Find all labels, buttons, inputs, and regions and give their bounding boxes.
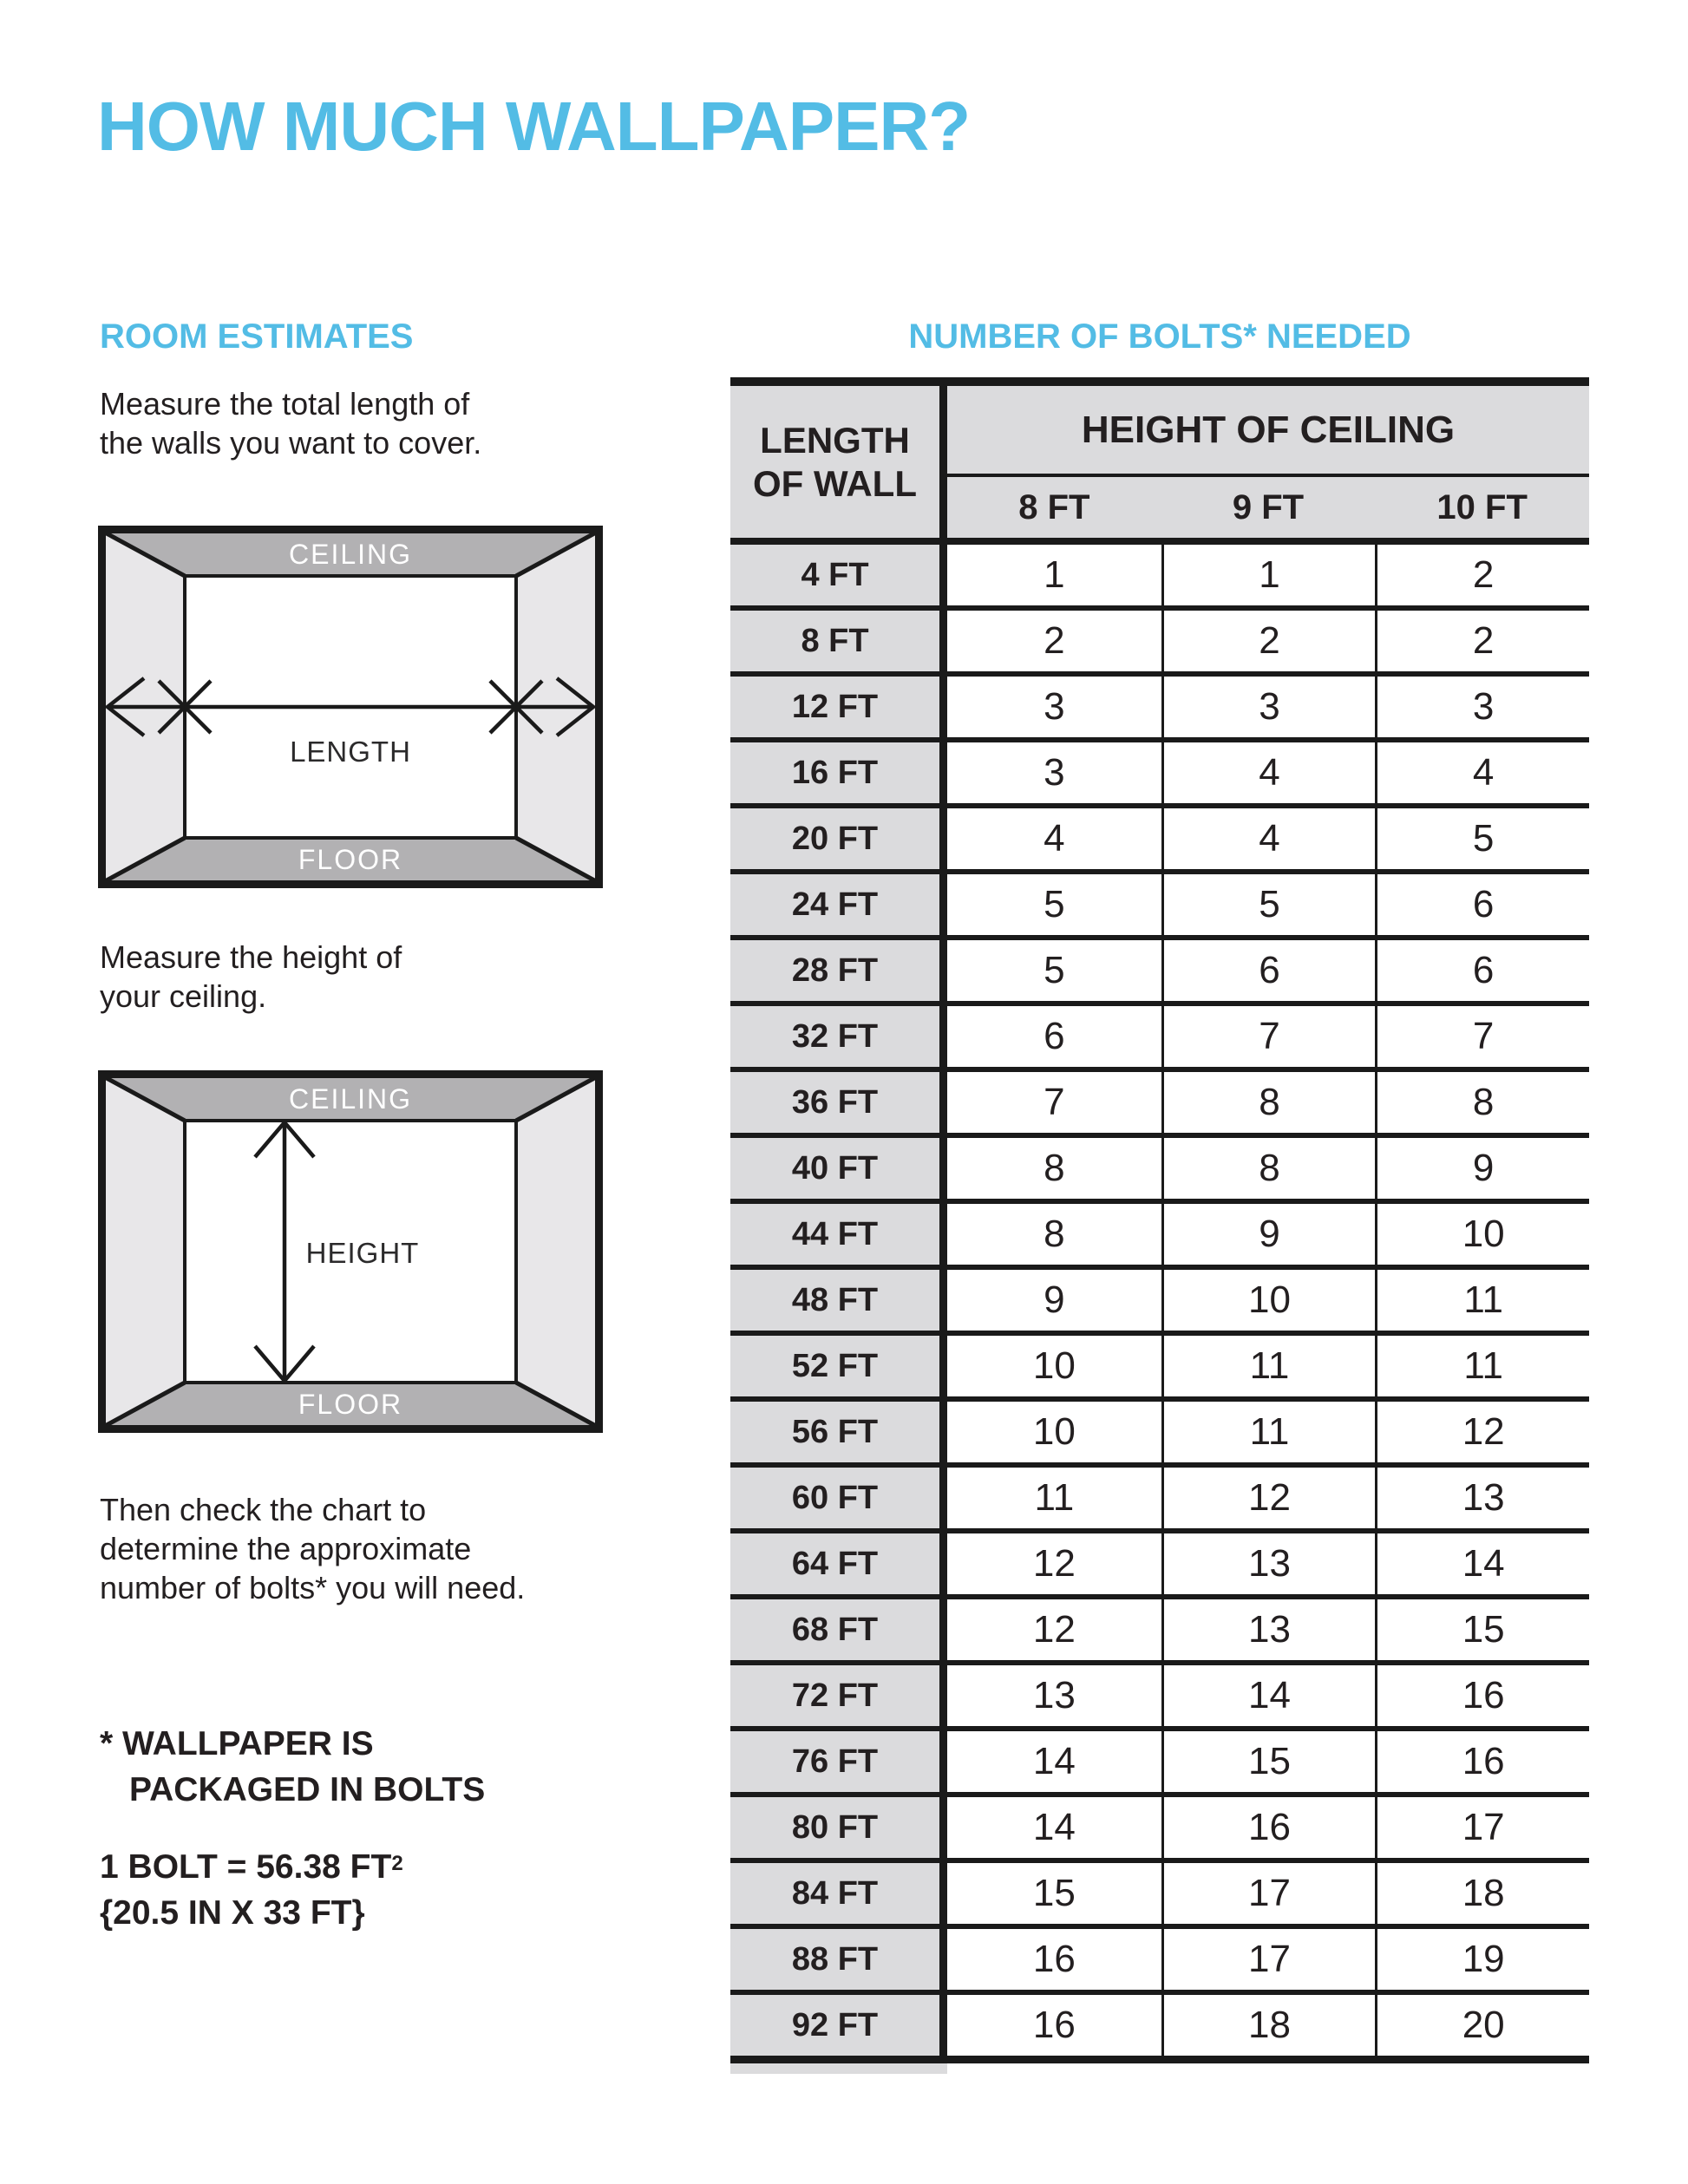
- cell-value: 15: [947, 1863, 1161, 1924]
- cell-value: 2: [1375, 611, 1589, 671]
- height-label: HEIGHT: [305, 1237, 420, 1269]
- row-label: 88 FT: [730, 1929, 947, 1990]
- cell-value: 2: [1161, 611, 1376, 671]
- table-row: [730, 742, 1589, 808]
- table-row: [730, 1006, 1589, 1072]
- cell-value: 11: [1161, 1402, 1376, 1462]
- cell-value: 8: [1161, 1072, 1376, 1133]
- table-row: [730, 545, 1589, 611]
- cell-value: 13: [947, 1665, 1161, 1726]
- cell-value: 17: [1375, 1797, 1589, 1858]
- cell-value: 5: [947, 874, 1161, 935]
- row-label: 52 FT: [730, 1336, 947, 1396]
- floor-label: FLOOR: [298, 844, 403, 875]
- table-row: [730, 1072, 1589, 1138]
- instruction-length-line1: Measure the total length of: [100, 386, 470, 422]
- left-wall-shape: [105, 1077, 185, 1426]
- cell-value: 8: [1161, 1138, 1376, 1199]
- table-row: [730, 1797, 1589, 1863]
- table-row: [730, 1731, 1589, 1797]
- table-row: [730, 940, 1589, 1006]
- cell-value: 1: [947, 545, 1161, 605]
- row-axis-header-cell: [730, 386, 947, 538]
- cell-value: 16: [1375, 1731, 1589, 1792]
- page-title: HOW MUCH WALLPAPER?: [97, 88, 971, 165]
- row-label: 68 FT: [730, 1599, 947, 1660]
- cell-value: 3: [1161, 677, 1376, 737]
- row-label: 32 FT: [730, 1006, 947, 1067]
- row-label: 36 FT: [730, 1072, 947, 1133]
- row-label: 28 FT: [730, 940, 947, 1001]
- instruction-height-line2: your ceiling.: [100, 978, 267, 1014]
- table-row: [730, 1929, 1589, 1995]
- cell-value: 13: [1161, 1533, 1376, 1594]
- length-label: LENGTH: [290, 736, 411, 768]
- cell-value: 6: [1161, 940, 1376, 1001]
- table-header: [730, 386, 1589, 538]
- table-row: [730, 1468, 1589, 1533]
- cell-value: 11: [947, 1468, 1161, 1528]
- cell-value: 13: [1161, 1599, 1376, 1660]
- instruction-chart-line2: determine the approximate: [100, 1531, 472, 1566]
- bolts-footnote: [100, 1721, 485, 1813]
- cell-value: 2: [947, 611, 1161, 671]
- row-label: 64 FT: [730, 1533, 947, 1594]
- instruction-height-line1: Measure the height of: [100, 939, 402, 975]
- table-header-separator: [730, 538, 1589, 545]
- cell-value: 16: [947, 1995, 1161, 2056]
- cell-value: 16: [1161, 1797, 1376, 1858]
- instruction-length-line2: the walls you want to cover.: [100, 425, 482, 461]
- bolts-footnote-line2: PACKAGED IN BOLTS: [129, 1771, 486, 1808]
- instruction-chart: [100, 1490, 525, 1607]
- cell-value: 10: [1161, 1270, 1376, 1331]
- column-headers: [947, 386, 1589, 538]
- cell-value: 3: [947, 677, 1161, 737]
- cell-value: 14: [947, 1731, 1161, 1792]
- row-label: 84 FT: [730, 1863, 947, 1924]
- instruction-chart-line3: number of bolts* you will need.: [100, 1570, 526, 1605]
- ceiling-label: CEILING: [288, 1083, 413, 1115]
- cell-value: 17: [1161, 1929, 1376, 1990]
- cell-value: 7: [947, 1072, 1161, 1133]
- row-label: 12 FT: [730, 677, 947, 737]
- table-row: [730, 1599, 1589, 1665]
- table-row: [730, 1863, 1589, 1929]
- row-label: 8 FT: [730, 611, 947, 671]
- row-label: 56 FT: [730, 1402, 947, 1462]
- table-row: [730, 1995, 1589, 2063]
- cell-value: 1: [1161, 545, 1376, 605]
- cell-value: 4: [1161, 808, 1376, 869]
- bolt-spec-line2: {20.5 IN X 33 FT}: [100, 1894, 365, 1932]
- row-label: 20 FT: [730, 808, 947, 869]
- bolt-spec-line1: 1 BOLT = 56.38 FT: [100, 1848, 392, 1886]
- row-label: 72 FT: [730, 1665, 947, 1726]
- row-label: 44 FT: [730, 1204, 947, 1265]
- cell-value: 11: [1375, 1270, 1589, 1331]
- row-label: 40 FT: [730, 1138, 947, 1199]
- row-label: 16 FT: [730, 742, 947, 803]
- cell-value: 18: [1375, 1863, 1589, 1924]
- cell-value: 15: [1161, 1731, 1376, 1792]
- ceiling-label: CEILING: [288, 539, 413, 570]
- table-row: [730, 1336, 1589, 1402]
- column-subheaders: [947, 477, 1589, 538]
- cell-value: 3: [1375, 677, 1589, 737]
- table-row: [730, 1533, 1589, 1599]
- row-label: 48 FT: [730, 1270, 947, 1331]
- row-label: 80 FT: [730, 1797, 947, 1858]
- row-label: 92 FT: [730, 1995, 947, 2056]
- cell-value: 4: [947, 808, 1161, 869]
- cell-value: 12: [947, 1599, 1161, 1660]
- cell-value: 6: [947, 1006, 1161, 1067]
- cell-value: 8: [947, 1204, 1161, 1265]
- cell-value: 7: [1161, 1006, 1376, 1067]
- cell-value: 7: [1375, 1006, 1589, 1067]
- cell-value: 10: [947, 1402, 1161, 1462]
- table-row: [730, 1270, 1589, 1336]
- cell-value: 6: [1375, 940, 1589, 1001]
- table-row: [730, 1138, 1589, 1204]
- cell-value: 3: [947, 742, 1161, 803]
- table-body: [730, 545, 1589, 2063]
- cell-value: 5: [1161, 874, 1376, 935]
- table-heading: NUMBER OF BOLTS* NEEDED: [908, 317, 1411, 356]
- table-row: [730, 611, 1589, 677]
- table-bottom-strip: [730, 2063, 947, 2074]
- cell-value: 16: [1375, 1665, 1589, 1726]
- bolt-spec-superscript: 2: [391, 1852, 403, 1875]
- cell-value: 8: [947, 1138, 1161, 1199]
- column-group-header-cell: HEIGHT OF CEILING: [947, 386, 1589, 477]
- column-header-8ft: 8 FT: [1018, 487, 1090, 526]
- cell-value: 13: [1375, 1468, 1589, 1528]
- cell-value: 18: [1161, 1995, 1376, 2056]
- row-axis-header-label: LENGTH OF WALL: [753, 419, 917, 504]
- row-label: 4 FT: [730, 545, 947, 605]
- table-row: [730, 1665, 1589, 1731]
- cell-value: 8: [1375, 1072, 1589, 1133]
- cell-value: 14: [1161, 1665, 1376, 1726]
- cell-value: 9: [947, 1270, 1161, 1331]
- bolts-table: [730, 377, 1589, 2074]
- cell-value: 11: [1375, 1336, 1589, 1396]
- column-header-9ft: 9 FT: [1232, 487, 1305, 526]
- column-header-10ft: 10 FT: [1436, 487, 1528, 526]
- cell-value: 10: [1375, 1204, 1589, 1265]
- table-row: [730, 1204, 1589, 1270]
- table-row: [730, 874, 1589, 940]
- cell-value: 20: [1375, 1995, 1589, 2056]
- room-estimates-heading: ROOM ESTIMATES: [100, 317, 414, 356]
- cell-value: 14: [947, 1797, 1161, 1858]
- cell-value: 5: [1375, 808, 1589, 869]
- table-row: [730, 677, 1589, 742]
- cell-value: 12: [1375, 1402, 1589, 1462]
- cell-value: 9: [1161, 1204, 1376, 1265]
- bolts-footnote-line1: * WALLPAPER IS: [100, 1725, 374, 1762]
- cell-value: 11: [1161, 1336, 1376, 1396]
- instruction-chart-line1: Then check the chart to: [100, 1492, 427, 1527]
- table-row: [730, 808, 1589, 874]
- table-row: [730, 1402, 1589, 1468]
- cell-value: 9: [1375, 1138, 1589, 1199]
- cell-value: 4: [1161, 742, 1376, 803]
- cell-value: 19: [1375, 1929, 1589, 1990]
- bolt-spec: [100, 1841, 403, 1936]
- length-room-diagram: [98, 526, 603, 888]
- cell-value: 16: [947, 1929, 1161, 1990]
- cell-value: 17: [1161, 1863, 1376, 1924]
- floor-label: FLOOR: [298, 1389, 403, 1420]
- row-label: 76 FT: [730, 1731, 947, 1792]
- row-label: 24 FT: [730, 874, 947, 935]
- cell-value: 12: [947, 1533, 1161, 1594]
- cell-value: 12: [1161, 1468, 1376, 1528]
- cell-value: 10: [947, 1336, 1161, 1396]
- cell-value: 14: [1375, 1533, 1589, 1594]
- right-wall-shape: [516, 1077, 596, 1426]
- table-top-border: [730, 377, 1589, 386]
- instruction-length: [100, 384, 481, 462]
- cell-value: 5: [947, 940, 1161, 1001]
- height-room-diagram: [98, 1070, 603, 1433]
- cell-value: 4: [1375, 742, 1589, 803]
- cell-value: 6: [1375, 874, 1589, 935]
- instruction-height: [100, 938, 402, 1016]
- cell-value: 2: [1375, 545, 1589, 605]
- cell-value: 15: [1375, 1599, 1589, 1660]
- row-label: 60 FT: [730, 1468, 947, 1528]
